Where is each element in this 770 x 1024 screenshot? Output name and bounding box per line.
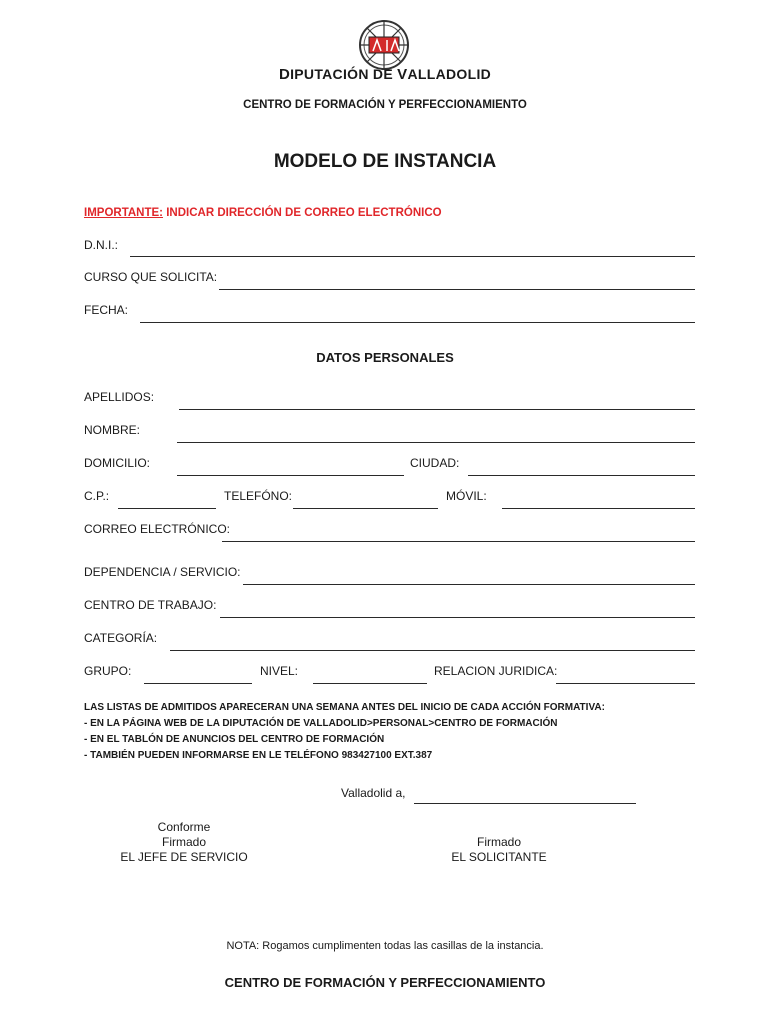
footer-title: CENTRO DE FORMACIÓN Y PERFECCIONAMIENTO	[224, 975, 546, 990]
telefono-label: TELEFÓNO:	[224, 489, 293, 503]
signature-left-line-3: EL JEFE DE SERVICIO	[120, 850, 248, 864]
place-date-field[interactable]	[414, 803, 636, 804]
cp-field[interactable]	[118, 508, 216, 509]
org-name-part-1: IPUTACIÓN DE	[290, 66, 398, 82]
movil-field[interactable]	[502, 508, 695, 509]
relacion-label: RELACION JURIDICA:	[434, 664, 558, 678]
center-subtitle: CENTRO DE FORMACIÓN Y PERFECCIONAMIENTO	[243, 99, 527, 111]
place-label: Valladolid a,	[341, 786, 406, 800]
notice-line-3: - EN EL TABLÓN DE ANUNCIOS DEL CENTRO DE FORMACIÓN	[84, 734, 385, 745]
dni-label: D.N.I.:	[84, 238, 119, 252]
dependencia-label: DEPENDENCIA / SERVICIO:	[84, 565, 241, 579]
telefono-field[interactable]	[293, 508, 438, 509]
org-initial-d: D	[278, 66, 291, 83]
grupo-label: GRUPO:	[84, 664, 132, 678]
grupo-field[interactable]	[144, 683, 252, 684]
important-prefix: IMPORTANTE:	[84, 207, 164, 219]
section-title: DATOS PERSONALES	[316, 350, 454, 365]
curso-label: CURSO QUE SOLICITA:	[84, 270, 218, 284]
org-name-part-2: ALLADOLID	[407, 66, 492, 82]
apellidos-label: APELLIDOS:	[84, 390, 155, 404]
signature-right	[429, 835, 569, 865]
categoria-field[interactable]	[170, 650, 695, 651]
nombre-field[interactable]	[177, 442, 695, 443]
notice-line-1: LAS LISTAS DE ADMITIDOS APARECERAN UNA SEMANA ANTES DEL INICIO DE CADA ACCIÓN FORMATIVA:	[84, 702, 605, 713]
dni-field[interactable]	[130, 256, 695, 257]
fecha-label: FECHA:	[84, 303, 129, 317]
domicilio-field[interactable]	[177, 475, 404, 476]
cp-label: C.P.:	[84, 489, 110, 503]
apellidos-field[interactable]	[179, 409, 695, 410]
document-title: MODELO DE INSTANCIA	[273, 151, 497, 172]
organization-name	[0, 66, 770, 83]
curso-field[interactable]	[219, 289, 695, 290]
nombre-label: NOMBRE:	[84, 423, 141, 437]
signature-right-line-1: Firmado	[476, 835, 521, 849]
nivel-field[interactable]	[313, 683, 427, 684]
correo-field[interactable]	[222, 541, 695, 542]
centro-trabajo-field[interactable]	[220, 617, 695, 618]
signature-left-line-2: Firmado	[161, 835, 206, 849]
ciudad-field[interactable]	[468, 475, 695, 476]
important-text: INDICAR DIRECCIÓN DE CORREO ELECTRÓNICO	[163, 207, 442, 219]
nivel-label: NIVEL:	[260, 664, 299, 678]
categoria-label: CATEGORÍA:	[84, 631, 158, 645]
org-initial-v: V	[397, 66, 408, 83]
relacion-field[interactable]	[556, 683, 695, 684]
ciudad-label: CIUDAD:	[410, 456, 460, 470]
important-notice	[84, 207, 442, 219]
diputacion-coat-of-arms-icon	[357, 18, 411, 72]
fecha-field[interactable]	[140, 322, 695, 323]
signature-left-line-1: Conforme	[157, 820, 211, 834]
footnote: NOTA: Rogamos cumplimenten todas las casillas de la instancia.	[226, 940, 544, 952]
domicilio-label: DOMICILIO:	[84, 456, 151, 470]
notice-line-2: - EN LA PÁGINA WEB DE LA DIPUTACIÓN DE VALLADOLID>PERSONAL>CENTRO DE FORMACIÓN	[84, 718, 558, 729]
notice-line-4: - TAMBIÉN PUEDEN INFORMARSE EN LE TELÉFONO 983427100 EXT.387	[84, 750, 433, 761]
correo-label: CORREO ELECTRÓNICO:	[84, 522, 231, 536]
signature-right-line-2: EL SOLICITANTE	[451, 850, 547, 864]
dependencia-field[interactable]	[243, 584, 695, 585]
signature-left	[114, 820, 254, 865]
centro-trabajo-label: CENTRO DE TRABAJO:	[84, 598, 217, 612]
movil-label: MÓVIL:	[446, 489, 487, 503]
